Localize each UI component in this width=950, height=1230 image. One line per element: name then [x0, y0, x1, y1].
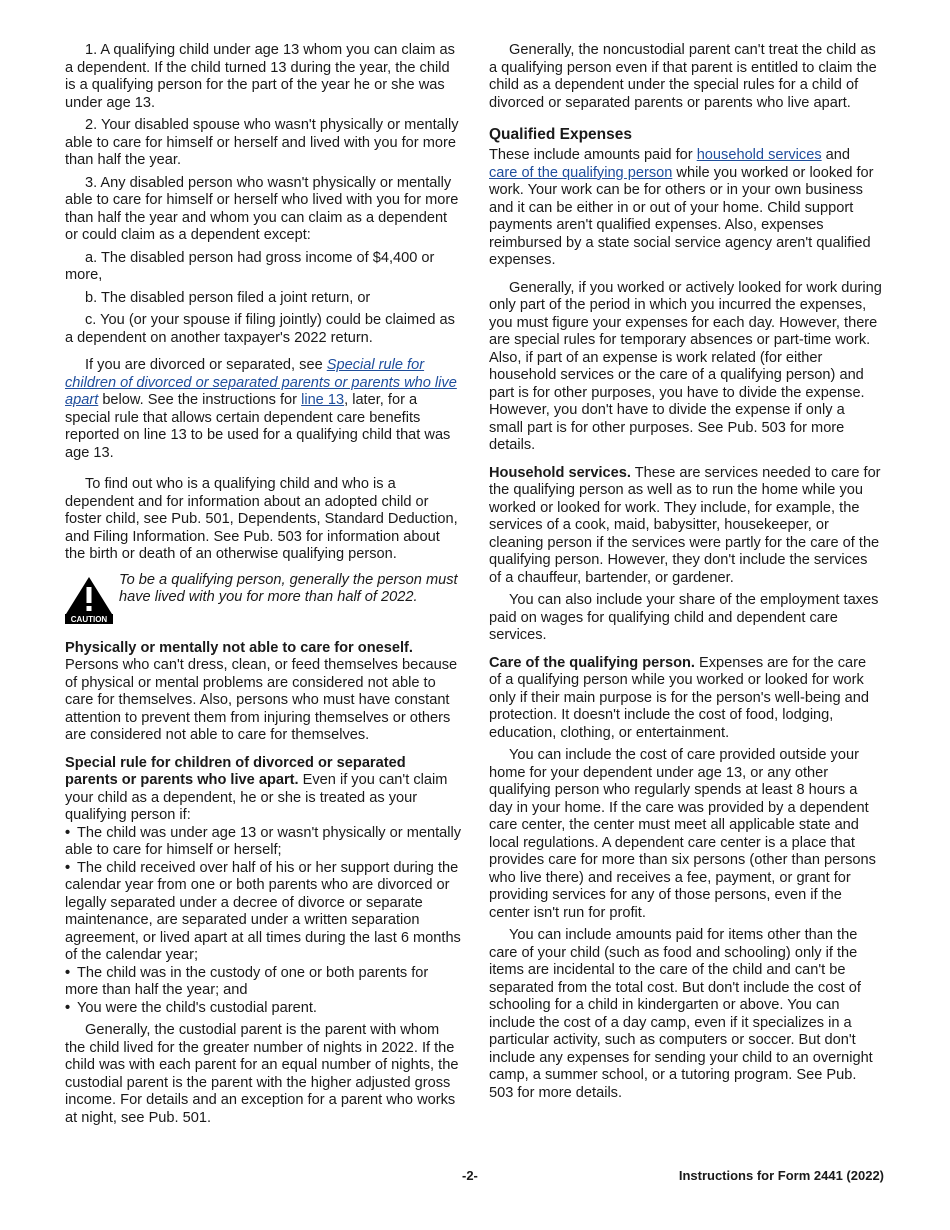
items-paragraph: You can include amounts paid for items other than the care of your child (such as food and schooling) only if the items are incidental to the care of the child and can't be separated from the total cost. But don't include the cost of schooling for a child in kindergarten or above. You can include the cost of a day camp, even if it specializes in a particular activity, such as computers or soccer. But don't include any expenses for sending your child to an overnight camp, a summer school, or a tutoring program. See Pub. 503 for more details.: [489, 927, 873, 1101]
care-of-qualifying-person-link[interactable]: care of the qualifying person: [489, 164, 673, 181]
employment-tax-paragraph: You can also include your share of the employment taxes paid on wages for qualifying child and dependent care services.: [489, 592, 879, 643]
special-rule-link[interactable]: Special rule for children of divorced or separated parents or parents who live apart: [65, 357, 457, 408]
page-number: -2-: [462, 1168, 478, 1183]
special-bullet-2: • The child received over half of his or her support during the calendar year from one or both parents who are divorced or legally separated under a decree of divorce or separate maintenance, are separated under a written separation agreement, or lived apart at all times during the last 6 months of the calendar year;: [65, 860, 462, 965]
special-bullet-1: • The child was under age 13 or wasn't physically or mentally able to care for himself or herself;: [65, 825, 462, 860]
care-heading: Care of the qualifying person.: [489, 654, 695, 671]
exception-c: c. You (or your spouse if filing jointly) could be claimed as a dependent on another taxpayer's 2022 return.: [65, 312, 455, 346]
household-body: These are services needed to care for the qualifying person as well as to run the home while you worked or looked for work. They include, for example, the services of a cook, maid, babysitter, housekeeper, or cleaning person if the services were partly for the care of the qualifying person. However, they don't include the services of a chauffeur, bartender, or gardener.: [489, 464, 881, 586]
physical-body: Persons who can't dress, clean, or feed themselves because of physical or mental problems are considered not able to care for themselves. Also, persons who must have constant attention to prevent them from injuring themselves or others are considered not able to care for themselves.: [65, 657, 458, 743]
care-paragraph: [489, 655, 882, 743]
caution-icon: [65, 576, 113, 624]
part-period-paragraph: Generally, if you worked or actively looked for work during only part of the period in which you incurred the expenses, you must figure your expenses for each day. However, there are special rules for temporary absences or part-time work. Also, if part of an expense is work related (for either household services or the care of a qualifying person) and part is for other purposes, you have to divide the expense. However, you don't have to divide the expense if only a small part is for other purposes. See Pub. 503 for more details.: [489, 279, 882, 453]
household-services-link[interactable]: household services: [696, 147, 822, 163]
qualifying-item-2: 2. Your disabled spouse who wasn't physically or mentally able to care for himself or herself and lived with you for more than half the year.: [65, 117, 459, 168]
special-rule-paragraph: [65, 755, 462, 825]
special-bullet-3: • The child was in the custody of one or both parents for more than half the year; and: [65, 965, 462, 1000]
divorced-paragraph: If you are divorced or separated, see Special rule for children of divorced or separated parents or parents who live apart below. See the instructions for line 13, later, for a special rule that allows certain dependent care benefits reported on line 13 to be used for a qualifying child that was age 13.: [65, 357, 457, 461]
exception-a: a. The disabled person had gross income of $4,400 or more,: [65, 249, 435, 283]
special-rule-body: Even if you can't claim your child as a dependent, he or she is treated as your qualifying person if:: [65, 772, 448, 823]
physical-paragraph: [65, 640, 462, 745]
left-column: [65, 42, 462, 1132]
special-rule-heading: Special rule for children of divorced or separated parents or parents who live apart.: [65, 754, 406, 788]
outside-care-paragraph: You can include the cost of care provided outside your home for your dependent under age 13, or any other qualifying person who regularly spends at least 8 hours a day in your home. If the care was provided by a dependent care center, the center must meet all applicable state and local regulations. A dependent care center is a place that provides care for more than six persons (other than persons who live there) and receives a fee, payment, or grant for providing services for any of those persons, even if the center isn't run for profit.: [489, 747, 876, 921]
caution-text: To be a qualifying person, generally the person must have lived with you for more than half of 2022.: [119, 571, 458, 605]
qualifying-item-1: 1. A qualifying child under age 13 whom you can claim as a dependent. If the child turned 13 during the year, the child is a qualifying person for the part of the year he or she was under age 13.: [65, 42, 455, 111]
care-body: Expenses are for the care of a qualifying person while you worked or looked for work only if their main purpose is for the person's well-being and protection. It doesn't include the cost of food, lodging, education, clothing, or entertainment.: [489, 654, 869, 741]
noncustodial-paragraph: Generally, the noncustodial parent can't treat the child as a qualifying person even if that parent is entitled to claim the child as a dependent under the special rules for a child of divorced or separated parents or parents who live apart.: [489, 42, 877, 111]
qualifying-item-3: 3. Any disabled person who wasn't physically or mentally able to care for himself or herself who lived with you for more than half the year and whom you can claim as a dependent or could claim as a dependent except:: [65, 174, 459, 243]
qualified-expenses-heading: Qualified Expenses: [489, 126, 632, 143]
special-bullet-4: • You were the child's custodial parent.: [65, 1000, 462, 1018]
exception-b: b. The disabled person filed a joint return, or: [85, 289, 371, 306]
form-title: Instructions for Form 2441 (2022): [678, 1168, 884, 1183]
line-13-link[interactable]: line 13: [301, 392, 345, 408]
caution-box: [65, 572, 462, 624]
physical-heading: Physically or mentally not able to care for oneself.: [65, 639, 413, 656]
caution-icon-label: CAUTION: [70, 614, 108, 624]
custodial-paragraph: Generally, the custodial parent is the parent with whom the child lived for the greater number of nights in 2022. If the child was with each parent for an equal number of nights, the custodial parent is the parent with the higher adjusted gross income. For details and an exception for a parent who works at night, see Pub. 501.: [65, 1022, 459, 1126]
household-paragraph: [489, 465, 882, 588]
household-heading: Household services.: [489, 464, 631, 481]
qualified-expenses-paragraph: These include amounts paid for household services and care of the qualifying person while you worked or looked for work. Your work can be for others or in your own business and it can be either in or out of your home. Child support payments aren't qualified expenses. Also, expenses reimbursed by a state social service agency aren't qualified expenses.: [489, 147, 874, 268]
right-column: [489, 42, 882, 1107]
find-out-paragraph: To find out who is a qualifying child and who is a dependent and for information about an adopted child or foster child, see Pub. 501, Dependents, Standard Deduction, and Filing Information. See Pub. 503 for information about the birth or death of an otherwise qualifying person.: [65, 476, 458, 562]
